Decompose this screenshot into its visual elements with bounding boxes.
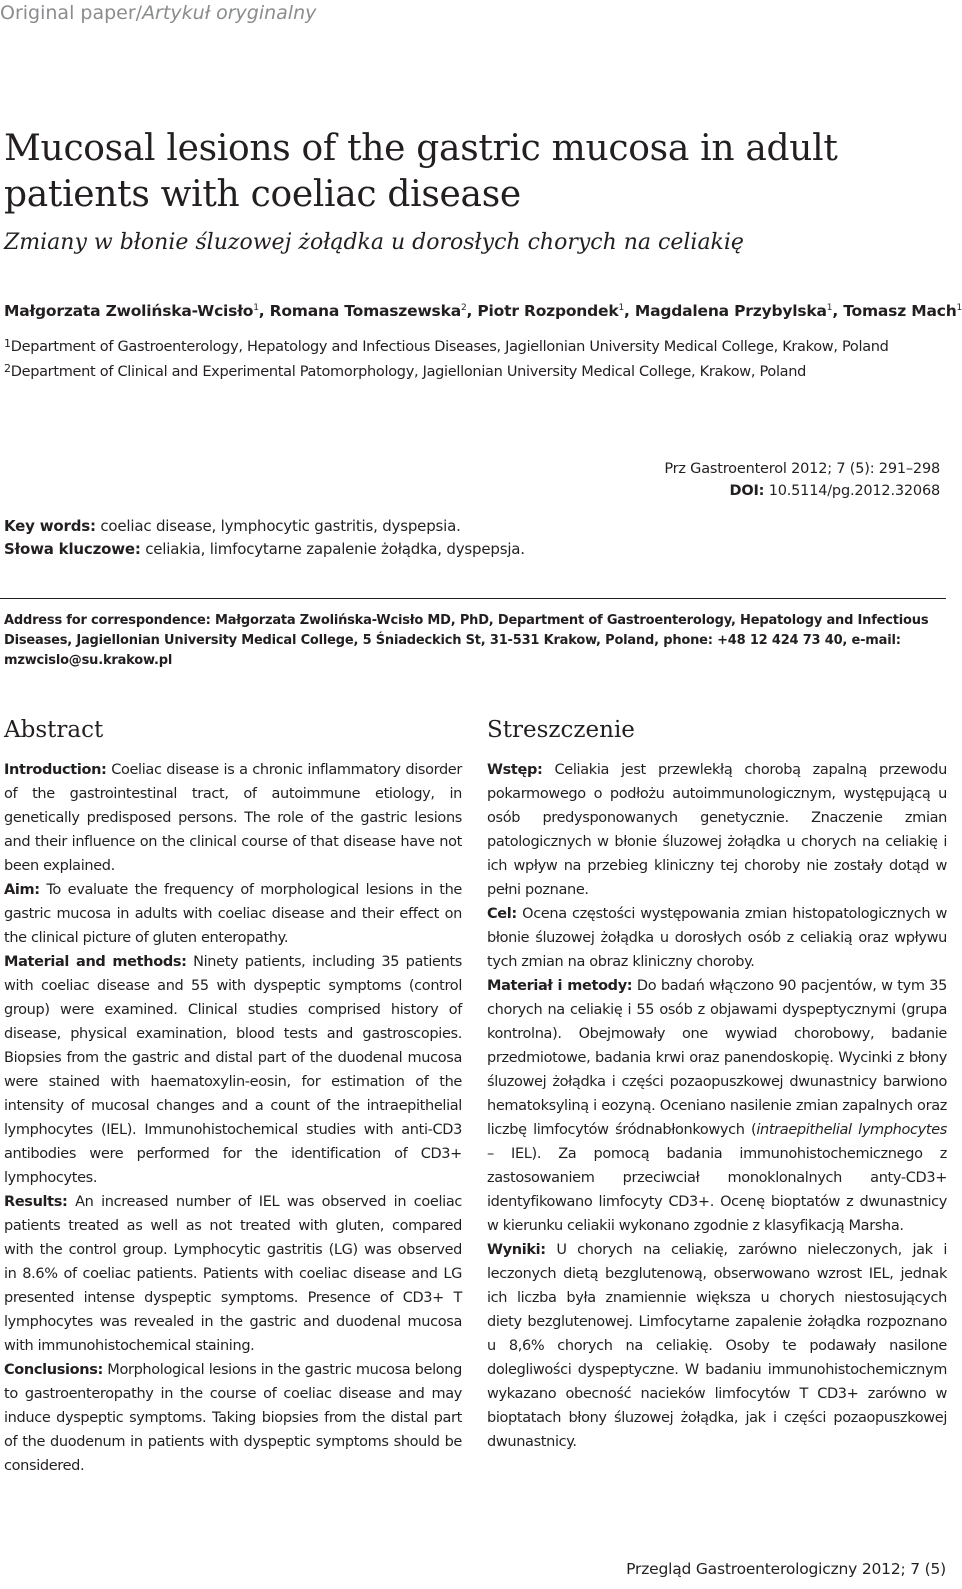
streszczenie-column (487, 716, 947, 1454)
article-title: Mucosal lesions of the gastric mucosa in adult patients with coeliac disease (4, 128, 838, 215)
keywords-pl-label: Słowa kluczowe: (4, 540, 141, 558)
aim-label: Aim: (4, 882, 40, 898)
author-affiliation: 1 (826, 302, 833, 313)
author-name: Piotr Rozpondek (477, 302, 619, 320)
streszczenie-wstep (487, 758, 947, 902)
author-list (4, 302, 962, 320)
results-label: Results: (4, 1194, 68, 1210)
author-separator: , (624, 302, 635, 320)
author-name: Małgorzata Zwolińska-Wcisło (4, 302, 254, 320)
metody-label: Materiał i metody: (487, 978, 633, 994)
keywords-label: Key words: (4, 517, 96, 535)
author-affiliation: 1 (253, 302, 259, 313)
doi-line (664, 480, 940, 502)
keywords-text: coeliac disease, lymphocytic gastritis, dyspepsia. (100, 517, 461, 535)
streszczenie-cel (487, 902, 947, 974)
intro-text: Coeliac disease is a chronic inflammatory disorder of the gastrointestinal tract, of autoimmune etiology, in genetically predisposed persons. The role of the gastric lesions and their influence on the clinical course of that disease have not been explained. (4, 762, 462, 874)
affiliation-text: Department of Gastroenterology, Hepatology and Infectious Diseases, Jagiellonian University Medical College, Krakow, Poland (10, 339, 889, 355)
journal-citation: Prz Gastroenterol 2012; 7 (5): 291–298 (664, 461, 940, 477)
intro-label: Introduction: (4, 762, 107, 778)
wstep-label: Wstęp: (487, 762, 543, 778)
wyniki-label: Wyniki: (487, 1242, 546, 1258)
address-label: Address for correspondence: (4, 613, 211, 628)
author-separator: , (258, 302, 270, 320)
metody-italic: intraepithelial lymphocytes (756, 1122, 948, 1138)
author-name: Magdalena Przybylska (634, 302, 827, 320)
cel-text: Ocena częstości występowania zmian histopatologicznych w błonie śluzowej żołądka u dorosłych osób z celiakią oraz wpływu tych zmian na obraz kliniczny choroby. (487, 906, 947, 970)
author-separator: , (832, 302, 844, 320)
address-text: Małgorzata Zwolińska-Wcisło MD, PhD, Department of Gastroenterology, Hepatology and Infectious Diseases, Jagiellonian University Medical College, 5 Śniadeckich St, 31-531 Krakow, Poland, phone: +48 12 424 73 40, e-mail: mzwcislo@su.krakow.pl (4, 613, 929, 668)
metody-text-2: – IEL). Za pomocą badania immunohistochemicznego z zastosowaniem przeciwciał monoklonalnych anty-CD3+ identyfikowano limfocyty CD3+. Ocenę bioptatów z dwunastnicy w kierunku celiakii wykonano zgodnie z klasyfikacją Marsha. (487, 1146, 947, 1234)
doi-label: DOI: (729, 483, 765, 499)
affiliation-number: 2 (4, 362, 11, 375)
conclusions-text: Morphological lesions in the gastric mucosa belong to gastroenteropathy in the course of coeliac disease and may induce dyspeptic symptoms. Taking biopsies from the distal part of the duodenum in patients with dyspeptic symptoms should be considered. (4, 1362, 462, 1474)
affiliation-text: Department of Clinical and Experimental Patomorphology, Jagiellonian University Medical College, Krakow, Poland (10, 364, 807, 380)
aim-text: To evaluate the frequency of morphological lesions in the gastric mucosa in adults with coeliac disease and their effect on the clinical picture of gluten enteropathy. (4, 882, 462, 946)
citation-block (664, 458, 940, 502)
abstract-introduction (4, 758, 462, 878)
metody-text: Do badań włączono 90 pacjentów, w tym 35 chorych na celiakię i 55 osób z objawami dyspeptycznymi (grupa kontrolna). Obejmowały one wywiad chorobowy, badanie przedmiotowe, badania krwi oraz panendoskopię. Wycinki z błony śluzowej żołądka i części pozaopuszkowej dwunastnicy barwiono hematoksyliną i eozyną. Oceniano nasilenie zmian zapalnych oraz liczbę limfocytów śródnabłonkowych ( (487, 978, 947, 1138)
section-label (0, 2, 316, 24)
streszczenie-wyniki (487, 1238, 947, 1454)
section-label-pl: Artykuł oryginalny (142, 2, 317, 24)
abstract-heading: Abstract (4, 717, 104, 743)
methods-text: Ninety patients, including 35 patients with coeliac disease and 55 with dyspeptic symptoms (control group) were examined. Clinical studies comprised history of disease, physical examination, blood tests and gastroscopies. Biopsies from the gastric and distal part of the duodenal mucosa were stained with haematoxylin-eosin, for estimation of the intensity of mucosal changes and a count of the intraepithelial lymphocytes (IEL). Immunohistochemical studies with anti-CD3 antibodies were performed for the identification of CD3+ lymphocytes. (4, 954, 462, 1186)
author-separator: , (466, 302, 478, 320)
affiliation-number: 1 (4, 337, 11, 350)
abstract-column (4, 716, 462, 1478)
methods-label: Material and methods: (4, 954, 187, 970)
doi-link[interactable]: 10.5114/pg.2012.32068 (768, 483, 940, 499)
abstract-methods (4, 950, 462, 1190)
author-name: Tomasz Mach (843, 302, 957, 320)
author-name: Romana Tomaszewska (269, 302, 461, 320)
results-text: An increased number of IEL was observed in coeliac patients treated as well as not treated with gluten, compared with the control group. Lymphocytic gastritis (LG) was observed in 8.6% of coeliac patients. Patients with coeliac disease and LG presented intense dyspeptic symptoms. Presence of CD3+ T lymphocytes was revealed in the gastric and duodenal mucosa with immunohistochemical staining. (4, 1194, 462, 1354)
abstract-conclusions (4, 1358, 462, 1478)
affiliation-1 (4, 339, 889, 355)
wstep-text: Celiakia jest przewlekłą chorobą zapalną przewodu pokarmowego o podłożu autoimmunologicznym, występującą u osób predysponowanych genetycznie. Znaczenie zmian patologicznych w błonie śluzowej żołądka u chorych na celiakię i ich wpływ na przebieg kliniczny tej choroby nie zostały dotąd w pełni poznane. (487, 762, 947, 898)
journal-footer: Przegląd Gastroenterologiczny 2012; 7 (5) (626, 1560, 946, 1578)
article-subtitle-pl: Zmiany w błonie śluzowej żołądka u dorosłych chorych na celiakię (4, 230, 744, 255)
divider (0, 598, 946, 599)
section-label-en: Original paper/ (0, 2, 143, 24)
conclusions-label: Conclusions: (4, 1362, 103, 1378)
wyniki-text: U chorych na celiakię, zarówno nieleczonych, jak i leczonych dietą bezglutenową, obserwowano wzrost IEL, jednak ich liczba była znamiennie większa u chorych niestosujących diety bezglutenowej. Limfocytarne zapalenie żołądka rozpoznano u 8,6% chorych na celiakię. Osoby te podawały nasilone dolegliwości dyspeptyczne. W badaniu immunohistochemicznym wykazano obecność nacieków limfocytów T CD3+ zarówno w bioptatach błony śluzowej żołądka, jak i części pozaopuszkowej dwunastnicy. (487, 1242, 948, 1450)
keywords-en (4, 517, 461, 535)
streszczenie-heading: Streszczenie (487, 717, 635, 743)
cel-label: Cel: (487, 906, 517, 922)
abstract-results (4, 1190, 462, 1358)
keywords-pl-text: celiakia, limfocytarne zapalenie żołądka, dyspepsja. (145, 540, 525, 558)
author-affiliation: 1 (618, 302, 624, 313)
author-affiliation: 2 (460, 302, 467, 313)
author-affiliation: 1 (956, 302, 962, 313)
abstract-aim (4, 878, 462, 950)
streszczenie-metody (487, 974, 947, 1238)
correspondence-address (4, 611, 944, 671)
affiliation-2 (4, 364, 806, 380)
keywords-pl (4, 540, 525, 558)
